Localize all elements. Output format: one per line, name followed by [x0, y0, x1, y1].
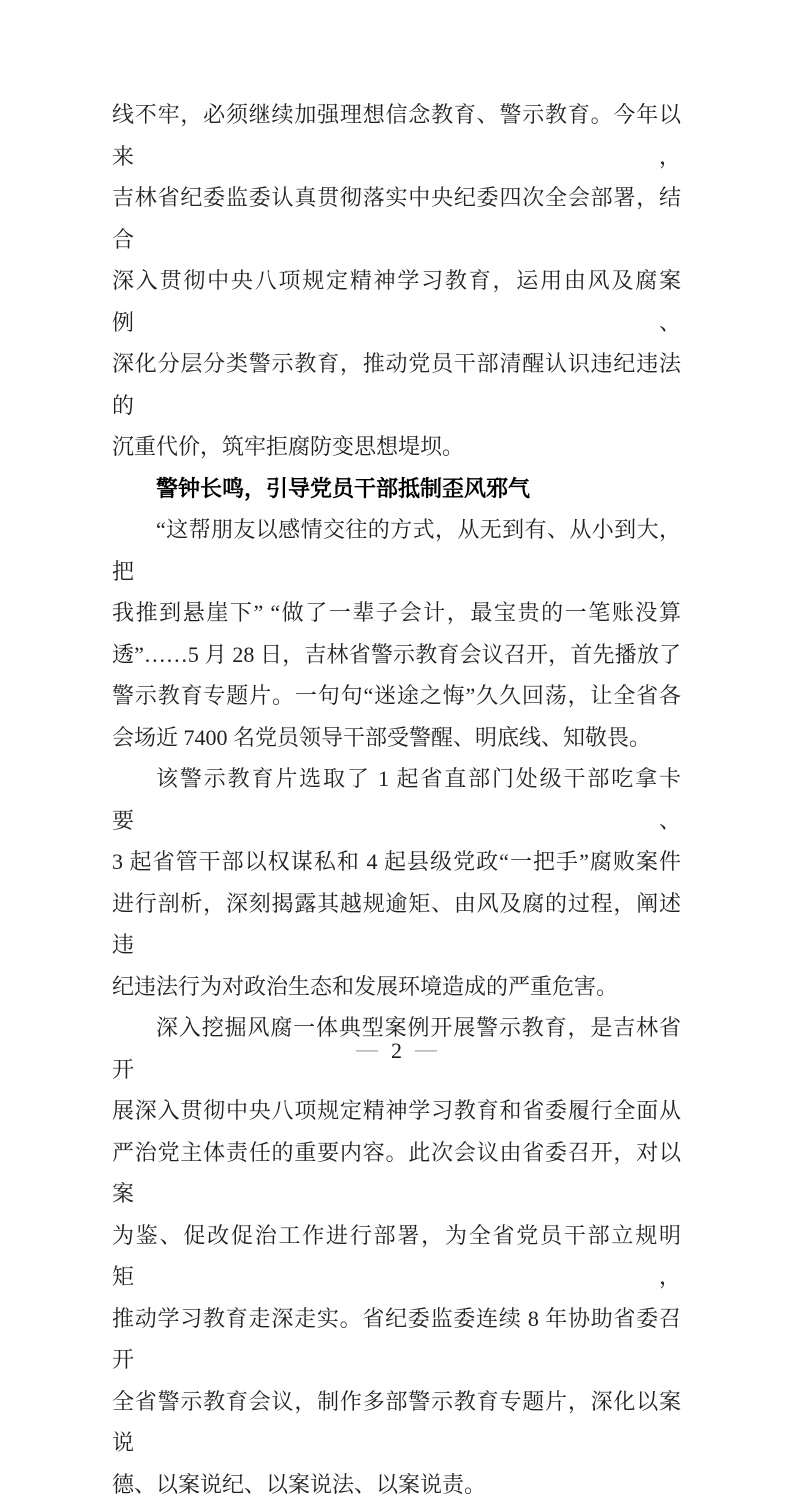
body-line: 严治党主体责任的重要内容。此次会议由省委召开，对以案	[112, 1132, 681, 1215]
body-line: 为鉴、促改促治工作进行部署，为全省党员干部立规明矩，	[112, 1215, 681, 1298]
body-line: 纪违法行为对政治生态和发展环境造成的严重危害。	[112, 966, 681, 1008]
body-line: 深入挖掘风腐一体典型案例开展警示教育，是吉林省开	[112, 1007, 681, 1090]
body-line: 深入贯彻中央八项规定精神学习教育，运用由风及腐案例、	[112, 260, 681, 343]
body-line: 沉重代价，筑牢拒腐防变思想堤坝。	[112, 426, 681, 468]
body-line: 我推到悬崖下” “做了一辈子会计，最宝贵的一笔账没算	[112, 592, 681, 634]
body-line: “这帮朋友以感情交往的方式，从无到有、从小到大，把	[112, 509, 681, 592]
footer-dash-left: —	[356, 1036, 378, 1061]
body-line: 警示教育专题片。一句句“迷途之悔”久久回荡，让全省各	[112, 675, 681, 717]
body-line: 展深入贯彻中央八项规定精神学习教育和省委履行全面从	[112, 1090, 681, 1132]
body-line: 深化分层分类警示教育，推动党员干部清醒认识违纪违法的	[112, 343, 681, 426]
body-line: 德、以案说纪、以案说法、以案说责。	[112, 1464, 681, 1505]
body-line: 推动学习教育走深走实。省纪委监委连续 8 年协助省委召开	[112, 1298, 681, 1381]
section-heading: 警钟长鸣，引导党员干部抵制歪风邪气	[112, 468, 681, 510]
body-line: 进行剖析，深刻揭露其越规逾矩、由风及腐的过程，阐述违	[112, 883, 681, 966]
page-footer	[0, 1036, 793, 1066]
body-line: 3 起省管干部以权谋私和 4 起县级党政“一把手”腐败案件	[112, 841, 681, 883]
body-line: 全省警示教育会议，制作多部警示教育专题片，深化以案说	[112, 1381, 681, 1464]
body-line: 透”……5 月 28 日，吉林省警示教育会议召开，首先播放了	[112, 634, 681, 676]
body-line: 吉林省纪委监委认真贯彻落实中央纪委四次全会部署，结合	[112, 177, 681, 260]
body-line: 会场近 7400 名党员领导干部受警醒、明底线、知敬畏。	[112, 717, 681, 759]
document-body	[112, 94, 681, 1505]
body-line: 线不牢，必须继续加强理想信念教育、警示教育。今年以来，	[112, 94, 681, 177]
footer-dash-right: —	[415, 1036, 437, 1061]
body-line: 该警示教育片选取了 1 起省直部门处级干部吃拿卡要、	[112, 758, 681, 841]
page-number: 2	[391, 1038, 402, 1063]
